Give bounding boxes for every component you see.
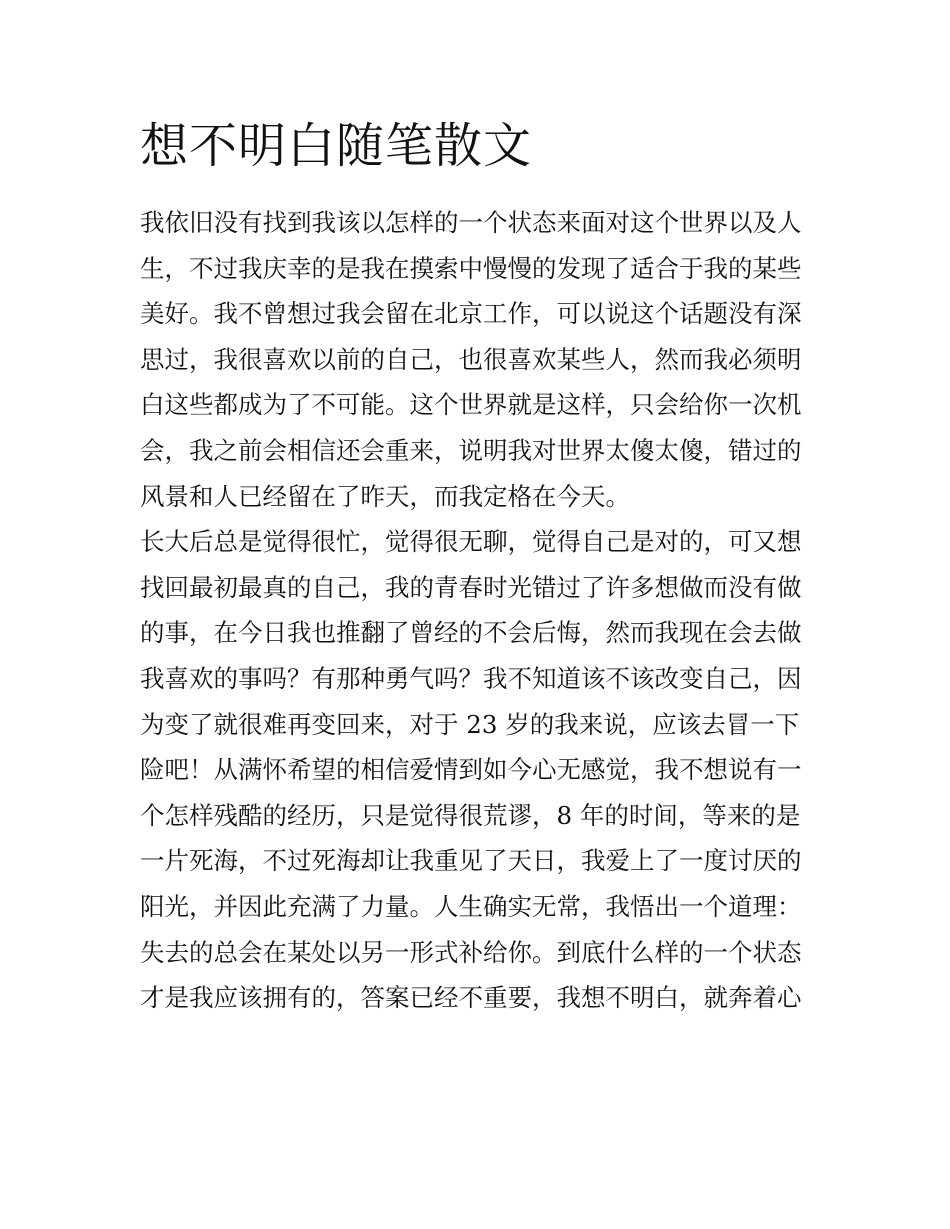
text-line: 我依旧没有找到我该以怎样的一个状态来面对这个世界以及人 — [140, 208, 802, 237]
text-line: 风景和人已经留在了昨天，而我定格在今天。 — [140, 481, 630, 511]
page-title: 想不明白随笔散文 — [140, 118, 533, 174]
text-line: 白这些都成为了不可能。这个世界就是这样，只会给你一次机 — [140, 390, 802, 420]
text-line: 思过，我很喜欢以前的自己，也很喜欢某些人，然而我必须明 — [140, 344, 802, 374]
text-line: 生，不过我庆幸的是我在摸索中慢慢的发现了适合于我的某些 — [140, 253, 802, 283]
text-line: 会，我之前会相信还会重来，说明我对世界太傻太傻，错过的 — [140, 435, 802, 465]
text-line: 失去的总会在某处以另一形式补给你。到底什么样的一个状态 — [140, 937, 802, 967]
text-line: 找回最初最真的自己，我的青春时光错过了许多想做而没有做 — [140, 572, 802, 602]
text-line: 长大后总是觉得很忙，觉得很无聊，觉得自己是对的，可又想 — [140, 527, 802, 557]
text-line: 阳光，并因此充满了力量。人生确实无常，我悟出一个道理： — [140, 891, 802, 921]
text-line: 美好。我不曾想过我会留在北京工作，可以说这个话题没有深 — [140, 299, 802, 329]
body-text — [140, 200, 820, 1021]
text-line: 一片死海，不过死海却让我重见了天日，我爱上了一度讨厌的 — [140, 846, 802, 876]
text-line: 的事，在今日我也推翻了曾经的不会后悔，然而我现在会去做 — [140, 618, 802, 648]
text-line: 个怎样残酷的经历，只是觉得很荒谬，8 年的时间，等来的是 — [140, 800, 801, 830]
text-line: 为变了就很难再变回来，对于 23 岁的我来说，应该去冒一下 — [140, 709, 800, 739]
text-line: 险吧！从满怀希望的相信爱情到如今心无感觉，我不想说有一 — [140, 755, 802, 785]
text-line: 才是我应该拥有的，答案已经不重要，我想不明白，就奔着心 — [140, 983, 802, 1013]
text-line: 我喜欢的事吗？有那种勇气吗？我不知道该不该改变自己，因 — [140, 663, 802, 693]
